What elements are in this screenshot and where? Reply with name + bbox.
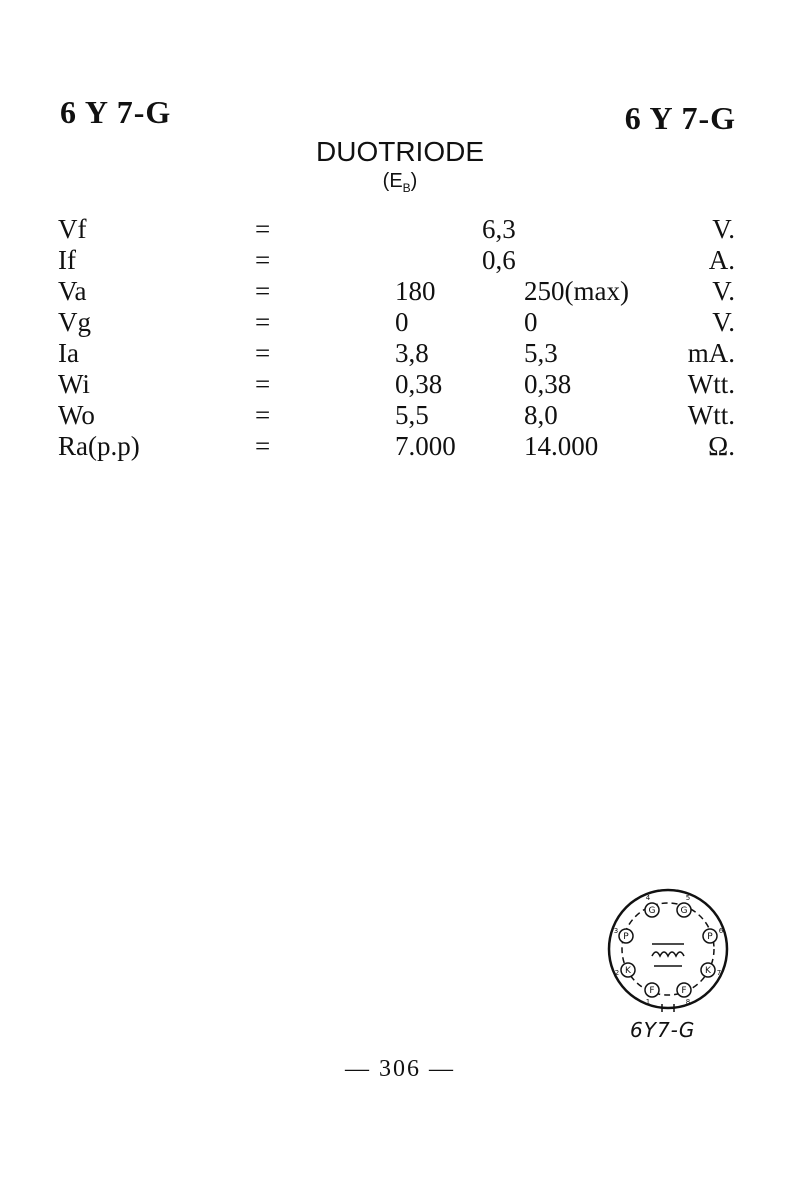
svg-text:F: F [649, 986, 655, 996]
pin-g2 [677, 894, 691, 917]
spec-value-2: 0,38 [524, 369, 572, 399]
spec-symbol: Vf [58, 214, 87, 244]
spec-row-va [0, 276, 800, 307]
spec-equals: = [255, 338, 271, 368]
spec-value-1: 5,5 [395, 400, 429, 430]
spec-value-2: 14.000 [524, 431, 599, 461]
spec-value-1: 0 [395, 307, 409, 337]
spec-equals: = [255, 431, 271, 461]
spec-unit: A. [708, 245, 735, 275]
spec-unit: Ω. [708, 431, 735, 461]
spec-unit: Wtt. [687, 400, 735, 430]
pin-p2 [703, 927, 724, 943]
spec-value-2: 250(max) [524, 276, 629, 306]
svg-text:6: 6 [718, 927, 724, 935]
svg-text:P: P [623, 932, 629, 942]
spec-symbol: Va [58, 276, 87, 306]
tube-name-right: 6 Y 7-G [624, 100, 736, 136]
spec-equals: = [255, 400, 271, 430]
tube-base-diagram [598, 886, 738, 1012]
pin-g1 [645, 894, 659, 917]
spec-value-1: 0,38 [395, 369, 443, 399]
svg-text:1: 1 [645, 998, 651, 1006]
pin-k2 [701, 963, 721, 977]
diagram-caption: 6Y7-G [630, 1018, 696, 1042]
spec-equals: = [255, 214, 271, 244]
page-number: — 306 — [345, 1056, 455, 1082]
svg-text:K: K [705, 966, 711, 976]
spec-unit: V. [712, 214, 735, 244]
spec-value-2: 8,0 [524, 400, 558, 430]
tube-type-title: DUOTRIODE [316, 136, 484, 167]
pin-f1 [645, 983, 659, 1006]
spec-unit: Wtt. [687, 369, 735, 399]
svg-text:G: G [648, 906, 656, 916]
spec-equals: = [255, 307, 271, 337]
spec-symbol: Ra(p.p) [58, 431, 140, 461]
svg-text:F: F [681, 986, 687, 996]
svg-text:K: K [625, 966, 631, 976]
spec-value: 0,6 [482, 245, 516, 275]
pin-p1 [614, 927, 633, 943]
spec-value-1: 7.000 [395, 431, 456, 461]
svg-text:2: 2 [614, 969, 620, 977]
svg-text:7: 7 [716, 969, 722, 977]
svg-text:4: 4 [645, 894, 651, 902]
spec-value-2: 5,3 [524, 338, 558, 368]
spec-unit: mA. [687, 338, 735, 368]
spec-value: 6,3 [482, 214, 516, 244]
svg-text:8: 8 [685, 998, 691, 1006]
svg-text:3: 3 [613, 927, 619, 935]
spec-equals: = [255, 245, 271, 275]
tube-name-left: 6 Y 7-G [60, 94, 172, 130]
svg-text:P: P [707, 932, 713, 942]
spec-row-wo [0, 400, 800, 431]
spec-value-1: 180 [395, 276, 436, 306]
spec-symbol: Wi [58, 369, 90, 399]
spec-row-vg [0, 307, 800, 338]
svg-text:5: 5 [685, 894, 691, 902]
spec-row-if [0, 245, 800, 276]
spec-equals: = [255, 369, 271, 399]
spec-row-ia [0, 338, 800, 369]
spec-unit: V. [712, 307, 735, 337]
pin-f2 [677, 983, 691, 1006]
spec-symbol: Vg [58, 307, 91, 337]
spec-symbol: Ia [58, 338, 79, 368]
spec-symbol: If [58, 245, 76, 275]
spec-equals: = [255, 276, 271, 306]
pin-k1 [615, 963, 635, 977]
base-type-note: $(E_B)$ [382, 170, 418, 195]
spec-symbol: Wo [58, 400, 95, 430]
spec-row-wi [0, 369, 800, 400]
spec-value-2: 0 [524, 307, 538, 337]
spec-row-vf [0, 214, 800, 245]
svg-text:G: G [680, 906, 688, 916]
spec-value-1: 3,8 [395, 338, 429, 368]
spec-unit: V. [712, 276, 735, 306]
spec-row-ra [0, 431, 800, 462]
